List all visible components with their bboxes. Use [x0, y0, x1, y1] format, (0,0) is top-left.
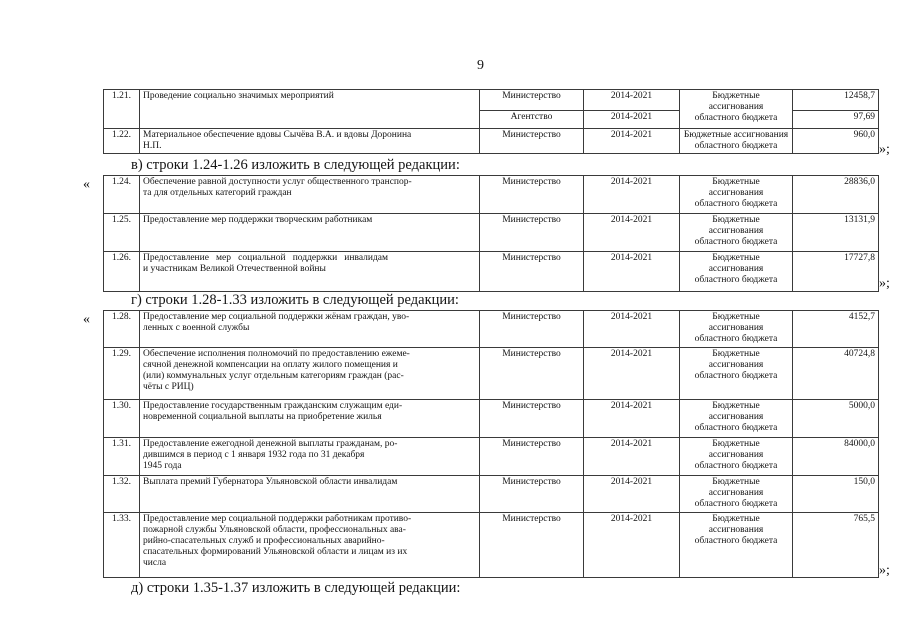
measure-name: Предоставление ежегодной денежной выплаты гражданам, ро- дившимся в период с 1 января 1932 года по 31 декабря 1945 года [140, 438, 480, 476]
executor: Министерство [480, 214, 584, 252]
measure-name: Предоставление мер социальной поддержки инвалидам и участникам Великой Отечественной войны [140, 252, 480, 292]
executor: Министерство [480, 400, 584, 438]
table-row [104, 129, 879, 154]
row-number: 1.26. [104, 252, 140, 292]
table-row [104, 90, 879, 111]
funding-source: Бюджетные ассигнования областного бюджета [680, 252, 793, 292]
table-2 [103, 175, 879, 292]
row-number: 1.24. [104, 176, 140, 214]
period: 2014-2021 [584, 252, 680, 292]
amount: 765,5 [793, 513, 879, 578]
amount: 150,0 [793, 476, 879, 513]
row-number: 1.25. [104, 214, 140, 252]
period: 2014-2021 [584, 400, 680, 438]
period: 2014-2021 [584, 438, 680, 476]
period: 2014-2021 [584, 176, 680, 214]
row-number: 1.32. [104, 476, 140, 513]
measure-name: Обеспечение исполнения полномочий по предоставлению ежеме- сячной денежной компенсации на оплату жилого помещения и (или) коммунальных услуг отдельным категориям граждан (рас- чёты с РИЦ) [140, 348, 480, 400]
page-number: 9 [477, 58, 484, 73]
opening-quote: « [83, 177, 90, 192]
table-row [104, 252, 879, 292]
row-number: 1.33. [104, 513, 140, 578]
period: 2014-2021 [584, 90, 680, 111]
row-number: 1.29. [104, 348, 140, 400]
amount: 5000,0 [793, 400, 879, 438]
measure-name: Предоставление мер поддержки творческим работникам [140, 214, 480, 252]
measure-name: Материальное обеспечение вдовы Сычёва В.А. и вдовы Доронина Н.П. [140, 129, 480, 154]
amount: 84000,0 [793, 438, 879, 476]
funding-source: Бюджетные ассигнования областного бюджета [680, 311, 793, 348]
executor: Министерство [480, 90, 584, 111]
table-row [104, 348, 879, 400]
table-row [104, 176, 879, 214]
executor: Министерство [480, 513, 584, 578]
period: 2014-2021 [584, 129, 680, 154]
amount: 28836,0 [793, 176, 879, 214]
amount: 4152,7 [793, 311, 879, 348]
period: 2014-2021 [584, 513, 680, 578]
funding-source: Бюджетные ассигнования областного бюджета [680, 348, 793, 400]
table-1 [103, 89, 879, 154]
table-row [104, 438, 879, 476]
table-row [104, 513, 879, 578]
period: 2014-2021 [584, 311, 680, 348]
executor: Министерство [480, 311, 584, 348]
amount: 12458,7 [793, 90, 879, 111]
row-number: 1.21. [104, 90, 140, 129]
table-row [104, 400, 879, 438]
funding-source: Бюджетные ассигнования областного бюджета [680, 90, 793, 129]
section-g-heading: г) строки 1.28-1.33 изложить в следующей редакции: [131, 292, 459, 308]
executor: Министерство [480, 129, 584, 154]
row-number: 1.31. [104, 438, 140, 476]
measure-name: Предоставление государственным гражданским служащим еди- новременной социальной выплаты на приобретение жилья [140, 400, 480, 438]
funding-source: Бюджетные ассигнования областного бюджета [680, 476, 793, 513]
executor: Министерство [480, 476, 584, 513]
period: 2014-2021 [584, 348, 680, 400]
closing-quote: »; [879, 563, 890, 578]
table-3 [103, 310, 879, 578]
funding-source: Бюджетные ассигнования областного бюджета [680, 129, 793, 154]
amount: 17727,8 [793, 252, 879, 292]
funding-source: Бюджетные ассигнования областного бюджета [680, 438, 793, 476]
section-d-heading: д) строки 1.35-1.37 изложить в следующей редакции: [131, 580, 461, 596]
opening-quote: « [83, 312, 90, 327]
executor: Министерство [480, 176, 584, 214]
amount: 13131,9 [793, 214, 879, 252]
measure-name: Предоставление мер социальной поддержки жёнам граждан, уво- ленных с военной службы [140, 311, 480, 348]
executor: Министерство [480, 252, 584, 292]
funding-source: Бюджетные ассигнования областного бюджета [680, 176, 793, 214]
period: 2014-2021 [584, 111, 680, 129]
amount: 40724,8 [793, 348, 879, 400]
executor: Агентство [480, 111, 584, 129]
row-number: 1.22. [104, 129, 140, 154]
table-row [104, 214, 879, 252]
closing-quote: »; [879, 142, 890, 157]
measure-name: Предоставление мер социальной поддержки работникам противо- пожарной службы Ульяновской области, профессиональных ава- рийно-спасательных служб и профессиональных аварийно- спасательных формирований Ульяновской области и лицам из их числа [140, 513, 480, 578]
row-number: 1.30. [104, 400, 140, 438]
measure-name: Выплата премий Губернатора Ульяновской области инвалидам [140, 476, 480, 513]
period: 2014-2021 [584, 476, 680, 513]
row-number: 1.28. [104, 311, 140, 348]
table-row [104, 476, 879, 513]
table-row [104, 311, 879, 348]
funding-source: Бюджетные ассигнования областного бюджета [680, 513, 793, 578]
section-v-heading: в) строки 1.24-1.26 изложить в следующей редакции: [131, 157, 460, 173]
closing-quote: »; [879, 276, 890, 291]
executor: Министерство [480, 438, 584, 476]
amount: 97,69 [793, 111, 879, 129]
period: 2014-2021 [584, 214, 680, 252]
funding-source: Бюджетные ассигнования областного бюджета [680, 214, 793, 252]
funding-source: Бюджетные ассигнования областного бюджета [680, 400, 793, 438]
executor: Министерство [480, 348, 584, 400]
measure-name: Обеспечение равной доступности услуг общественного транспор- та для отдельных категорий граждан [140, 176, 480, 214]
measure-name: Проведение социально значимых мероприятий [140, 90, 480, 129]
amount: 960,0 [793, 129, 879, 154]
